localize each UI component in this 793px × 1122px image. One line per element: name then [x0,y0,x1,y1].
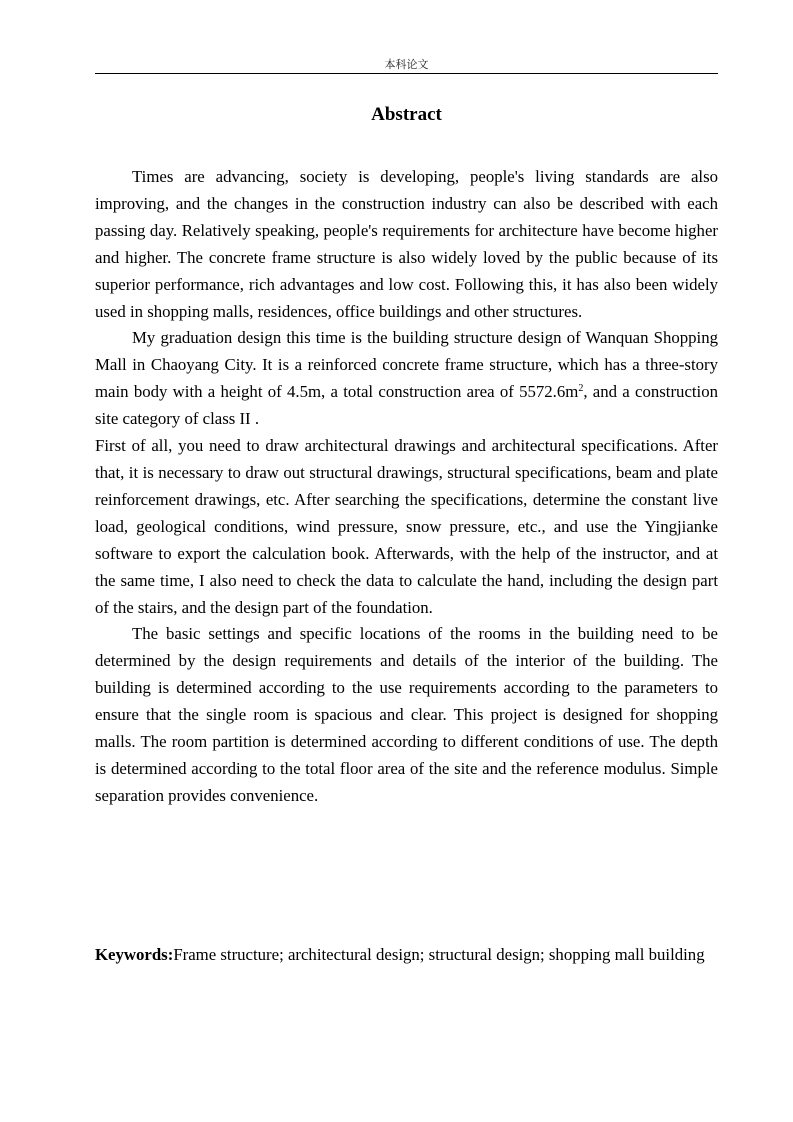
page-header: 本科论文 [384,58,429,71]
paragraph-2 [95,325,718,433]
paragraph-2-text: My graduation design this time is the building structure design of Wanquan Shopping Mall in Chaoyang City. It is a reinforced concrete frame structure, which has a three-story main body with a height of 4.5m, a total construction area of 5572.6m [95,328,718,402]
header-rule [95,73,718,74]
paragraph-4: The basic settings and specific locations of the rooms in the building need to be determined by the design requirements and details of the interior of the building. The building is determined according to the use requirements according to the parameters to ensure that the single room is spacious and clear. This project is designed for shopping malls. The room partition is determined according to different conditions of use. The depth is determined according to the total floor area of the site and the reference modulus. Simple separation provides convenience. [95,624,718,805]
keywords-label: Keywords: [95,945,174,964]
paragraph-3: First of all, you need to draw architectural drawings and architectural specifications. After that, it is necessary to draw out structural drawings, structural specifications, beam and plate reinforcement drawings, etc. After searching the specifications, determine the constant live load, geological conditions, wind pressure, snow pressure, etc., and use the Yingjianke software to export the calculation book. Afterwards, with the help of the instructor, and at the same time, I also need to check the data to calculate the hand, including the design part of the stairs, and the design part of the foundation. [95,436,718,617]
superscript-squared: 2 [578,383,584,395]
abstract-body [95,164,718,810]
abstract-title: Abstract [371,104,442,125]
keywords-text: Frame structure; architectural design; structural design; shopping mall building [173,945,705,964]
keywords-section [95,942,718,969]
paragraph-1: Times are advancing, society is developing, people's living standards are also improving, and the changes in the construction industry can also be described with each passing day. Relatively speaking, people's requirements for architecture have become higher and higher. The concrete frame structure is also widely loved by the public because of its superior performance, rich advantages and low cost. Following this, it has also been widely used in shopping malls, residences, office buildings and other structures. [95,167,718,321]
paragraph-2-tail: , and a construction site category of class II . [95,382,718,429]
